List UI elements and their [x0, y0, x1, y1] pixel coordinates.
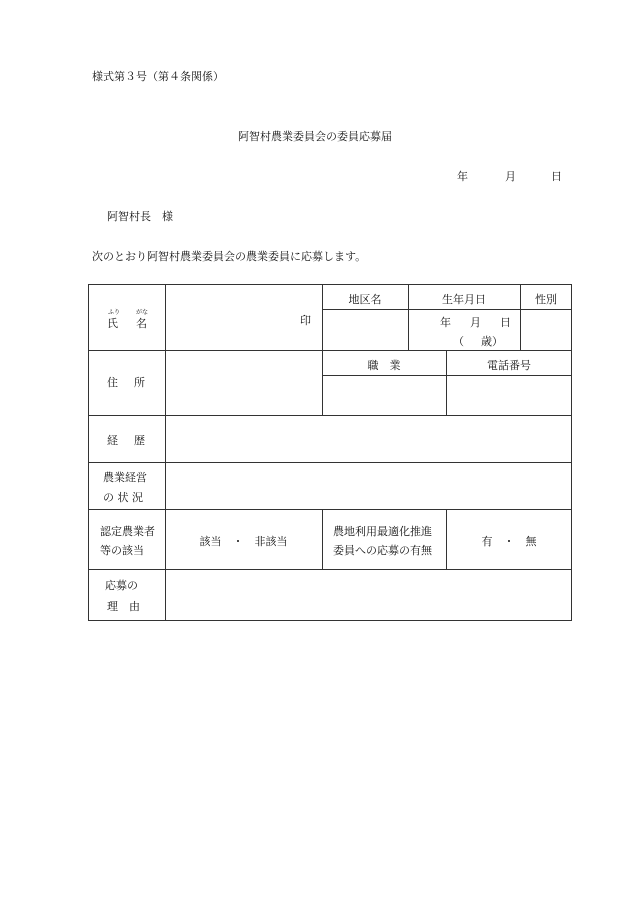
label-column-divider — [165, 284, 166, 621]
reason-label-2: 理 由 — [107, 600, 140, 613]
reason-label-1: 応募の — [105, 579, 138, 592]
name-label-2: 名 — [136, 317, 147, 330]
date-month-label: 月 — [505, 170, 516, 183]
district-header-divider — [322, 309, 572, 310]
farming-status-label-1: 農業経営 — [103, 471, 147, 484]
birth-month-label: 月 — [470, 316, 481, 329]
career-label-2: 歴 — [134, 434, 145, 447]
certified-value-divider — [322, 509, 323, 570]
seal-mark: 印 — [300, 314, 311, 327]
name-label-1: 氏 — [107, 317, 118, 330]
promoter-label-1: 農地利用最適化推進 — [333, 525, 432, 538]
age-open-paren: （ — [453, 335, 464, 348]
birthdate-header: 生年月日 — [442, 293, 486, 306]
certified-farmer-label-2: 等の該当 — [100, 544, 144, 557]
form-number: 様式第３号（第４条関係） — [92, 70, 224, 83]
certified-farmer-label-1: 認定農業者 — [100, 525, 155, 538]
occupation-header: 職 業 — [367, 359, 401, 372]
farming-status-label-2: の 状 況 — [103, 491, 143, 504]
district-header: 地区名 — [348, 293, 382, 306]
table-border-top — [88, 284, 572, 285]
promoter-value: 有 ・ 無 — [481, 535, 537, 548]
document-title: 阿智村農業委員会の委員応募届 — [238, 130, 392, 143]
sex-header: 性別 — [535, 293, 557, 306]
occupation-header-divider — [322, 375, 572, 376]
phone-header: 電話番号 — [487, 359, 531, 372]
row-divider-certified — [88, 569, 572, 570]
row-divider-address — [88, 415, 572, 416]
address-label-2: 所 — [134, 376, 145, 389]
career-label-1: 経 — [107, 434, 118, 447]
birth-year-label: 年 — [440, 316, 451, 329]
address-label-1: 住 — [107, 376, 118, 389]
certified-farmer-value: 該当 ・ 非該当 — [199, 535, 288, 548]
application-form-table — [88, 284, 572, 621]
date-year-label: 年 — [457, 170, 468, 183]
row-divider-career — [88, 462, 572, 463]
name-furigana-1: ふり — [108, 309, 121, 316]
promoter-label-2: 委員への応募の有無 — [333, 544, 432, 557]
birth-day-label: 日 — [500, 316, 511, 329]
intro-sentence: 次のとおり阿智村農業委員会の農業委員に応募します。 — [92, 250, 367, 263]
row-divider-name — [88, 350, 572, 351]
age-label: 歳） — [481, 335, 503, 348]
addressee: 阿智村長 様 — [107, 210, 173, 223]
table-border-bottom — [88, 620, 572, 621]
name-furigana-2: がな — [136, 309, 149, 316]
table-border-right — [571, 284, 572, 621]
row-divider-farming — [88, 509, 572, 510]
date-day-label: 日 — [551, 170, 562, 183]
table-border-left — [88, 284, 89, 621]
